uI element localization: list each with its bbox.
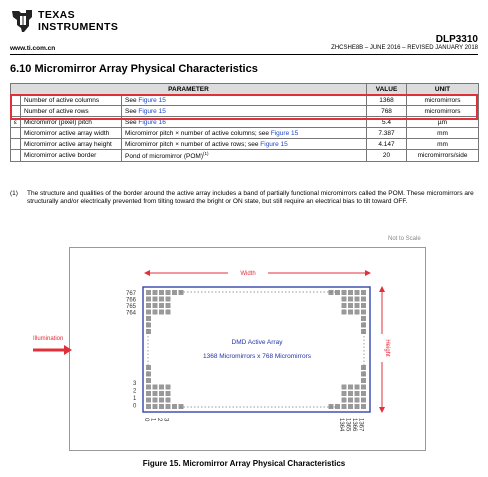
part-number: DLP3310 [435, 34, 478, 45]
brand-line-2: INSTRUMENTS [38, 21, 119, 33]
width-label: Width [240, 271, 256, 277]
micromirror-pixel [361, 404, 366, 409]
row-unit: mm [407, 139, 479, 150]
row-description-text: See [125, 118, 139, 126]
micromirror-pixel [355, 385, 360, 390]
not-to-scale-label: Not to Scale [388, 236, 421, 242]
row-value: 7.387 [367, 128, 407, 139]
figure-link[interactable]: Figure 15 [260, 140, 288, 148]
dmd-title: DMD Active Array [231, 339, 283, 346]
website-link[interactable]: www.ti.com.cn [10, 45, 56, 52]
row-unit: micromirrors [407, 95, 479, 106]
micromirror-pixel [348, 398, 353, 403]
column-label: 1365 [344, 418, 351, 432]
illumination-label: Illumination [33, 336, 64, 342]
micromirror-pixel [348, 404, 353, 409]
micromirror-pixel [159, 303, 164, 308]
row-parameter: Micromirror active border [21, 150, 122, 162]
row-label: 1 [133, 396, 137, 402]
micromirror-pixel [172, 290, 177, 295]
micromirror-pixel [348, 303, 353, 308]
micromirror-pixel [146, 323, 151, 328]
micromirror-pixel [361, 385, 366, 390]
column-label: 2 [156, 418, 162, 422]
row-parameter: Number of active columns [21, 95, 122, 106]
header-unit: UNIT [407, 84, 479, 95]
row-unit: µm [407, 117, 479, 128]
micromirror-pixel [355, 297, 360, 302]
micromirror-pixel [342, 297, 347, 302]
row-label: 767 [126, 291, 137, 297]
micromirror-pixel [166, 303, 171, 308]
micromirror-pixel [342, 303, 347, 308]
micromirror-pixel [159, 310, 164, 315]
micromirror-pixel [153, 391, 158, 396]
micromirror-pixel [146, 310, 151, 315]
figure-link[interactable]: Figure 15 [270, 129, 299, 137]
micromirror-pixel [361, 329, 366, 334]
top-left-pixel-grid [146, 290, 184, 334]
micromirror-pixel [348, 297, 353, 302]
micromirror-pixel [361, 303, 366, 308]
section-title: 6.10 Micromirror Array Physical Characteristics [10, 63, 258, 75]
micromirror-pixel [146, 316, 151, 321]
footnote-text: The structure and qualities of the border around the active array includes a band of partially functional micromirrors called the POM. These micromirrors are structurally and/or electrically prevented from tilting toward the bright or ON state, but still require an electrical bias to tilt toward OFF. [27, 190, 474, 206]
row-label: 3 [133, 381, 137, 387]
micromirror-pixel [146, 378, 151, 383]
footnote-ref: (1) [203, 151, 209, 156]
row-description-text: Micromirror pitch × number of active rows; see [125, 140, 261, 148]
row-description-text: Micromirror pitch × number of active columns; see [125, 129, 271, 137]
row-value: 20 [367, 150, 407, 162]
micromirror-pixel [146, 404, 151, 409]
micromirror-pixel [166, 398, 171, 403]
row-unit: micromirrors [407, 106, 479, 117]
row-symbol: ε [11, 117, 21, 128]
micromirror-pixel [342, 404, 347, 409]
micromirror-pixel [355, 391, 360, 396]
footnote-number: (1) [10, 190, 18, 197]
row-parameter: Micromirror (pixel) pitch [21, 117, 122, 128]
micromirror-pixel [361, 316, 366, 321]
micromirror-pixel [355, 290, 360, 295]
micromirror-pixel [342, 310, 347, 315]
micromirror-pixel [355, 398, 360, 403]
micromirror-pixel [335, 404, 340, 409]
column-label: 1366 [351, 418, 357, 432]
row-parameter: Micromirror active array width [21, 128, 122, 139]
corner-pixel-grids [146, 290, 366, 409]
row-description-text: Pond of micromirror (POM) [125, 153, 204, 161]
micromirror-pixel [361, 290, 366, 295]
micromirror-pixel [146, 365, 151, 370]
micromirror-pixel [153, 404, 158, 409]
micromirror-pixel [166, 404, 171, 409]
micromirror-pixel [153, 310, 158, 315]
micromirror-pixel [361, 310, 366, 315]
micromirror-pixel [153, 303, 158, 308]
micromirror-pixel [159, 290, 164, 295]
row-value: 768 [367, 106, 407, 117]
micromirror-pixel [146, 290, 151, 295]
document-id: ZHCSHE8B – JUNE 2016 – REVISED JANUARY 2018 [331, 45, 478, 51]
micromirror-pixel [361, 323, 366, 328]
micromirror-pixel [146, 391, 151, 396]
micromirror-pixel [166, 385, 171, 390]
header-value: VALUE [367, 84, 407, 95]
micromirror-pixel [153, 290, 158, 295]
micromirror-pixel [355, 303, 360, 308]
micromirror-pixel [361, 391, 366, 396]
micromirror-pixel [166, 310, 171, 315]
micromirror-pixel [159, 297, 164, 302]
micromirror-pixel [361, 365, 366, 370]
row-label: 765 [126, 304, 137, 310]
figure-link[interactable]: Figure 15 [138, 96, 166, 104]
micromirror-pixel [329, 290, 334, 295]
micromirror-pixel [153, 297, 158, 302]
micromirror-pixel [166, 297, 171, 302]
micromirror-pixel [348, 385, 353, 390]
row-parameter: Number of active rows [21, 106, 122, 117]
column-label: 1364 [338, 418, 344, 432]
figure-link[interactable]: Figure 15 [138, 107, 166, 115]
micromirror-pixel [179, 290, 184, 295]
micromirror-pixel [361, 398, 366, 403]
figure-link[interactable]: Figure 16 [138, 118, 166, 126]
micromirror-pixel [146, 398, 151, 403]
row-parameter: Micromirror active array height [21, 139, 122, 150]
row-unit: mm [407, 128, 479, 139]
row-description-text: See [125, 107, 139, 115]
micromirror-pixel [172, 404, 177, 409]
figure-caption: Figure 15. Micromirror Array Physical Characteristics [142, 459, 346, 468]
micromirror-pixel [361, 378, 366, 383]
row-label: 2 [133, 388, 137, 395]
micromirror-pixel [355, 310, 360, 315]
micromirror-pixel [146, 372, 151, 377]
row-value: 5.4 [367, 117, 407, 128]
row-unit: micromirrors/side [407, 150, 479, 162]
bottom-left-pixel-grid [146, 365, 184, 409]
micromirror-pixel [146, 303, 151, 308]
micromirror-pixel [335, 290, 340, 295]
micromirror-pixel [159, 404, 164, 409]
micromirror-pixel [179, 404, 184, 409]
column-label: 3 [162, 418, 169, 422]
row-label: 764 [126, 310, 137, 317]
micromirror-pixel [159, 385, 164, 390]
micromirror-pixel [159, 391, 164, 396]
micromirror-pixel [361, 297, 366, 302]
height-label: Height [384, 339, 390, 357]
micromirror-pixel [342, 398, 347, 403]
micromirror-pixel [342, 385, 347, 390]
brand-line-1: TEXAS [38, 9, 76, 21]
micromirror-pixel [166, 391, 171, 396]
row-value: 4.147 [367, 139, 407, 150]
micromirror-pixel [166, 290, 171, 295]
column-label: 0 [143, 418, 149, 422]
row-description-text: See [125, 96, 139, 104]
dmd-dimensions: 1368 Micromirrors x 768 Micromirrors [203, 353, 311, 360]
micromirror-pixel [146, 329, 151, 334]
illumination-arrow-head [64, 345, 72, 355]
micromirror-pixel [146, 297, 151, 302]
micromirror-pixel [146, 385, 151, 390]
bottom-right-pixel-grid [329, 365, 367, 409]
micromirror-pixel [348, 310, 353, 315]
top-right-pixel-grid [329, 290, 367, 334]
micromirror-pixel [342, 290, 347, 295]
row-label: 766 [126, 297, 137, 304]
micromirror-pixel [361, 372, 366, 377]
column-label: 1367 [357, 418, 364, 432]
header-parameter: PARAMETER [11, 84, 367, 95]
row-label: 0 [133, 403, 137, 410]
micromirror-pixel [342, 391, 347, 396]
micromirror-pixel [159, 398, 164, 403]
micromirror-pixel [348, 290, 353, 295]
column-label: 1 [149, 418, 156, 422]
active-array-border [143, 287, 370, 412]
micromirror-pixel [355, 404, 360, 409]
row-value: 1368 [367, 95, 407, 106]
micromirror-pixel [153, 398, 158, 403]
micromirror-pixel [348, 391, 353, 396]
micromirror-pixel [153, 385, 158, 390]
micromirror-pixel [329, 404, 334, 409]
